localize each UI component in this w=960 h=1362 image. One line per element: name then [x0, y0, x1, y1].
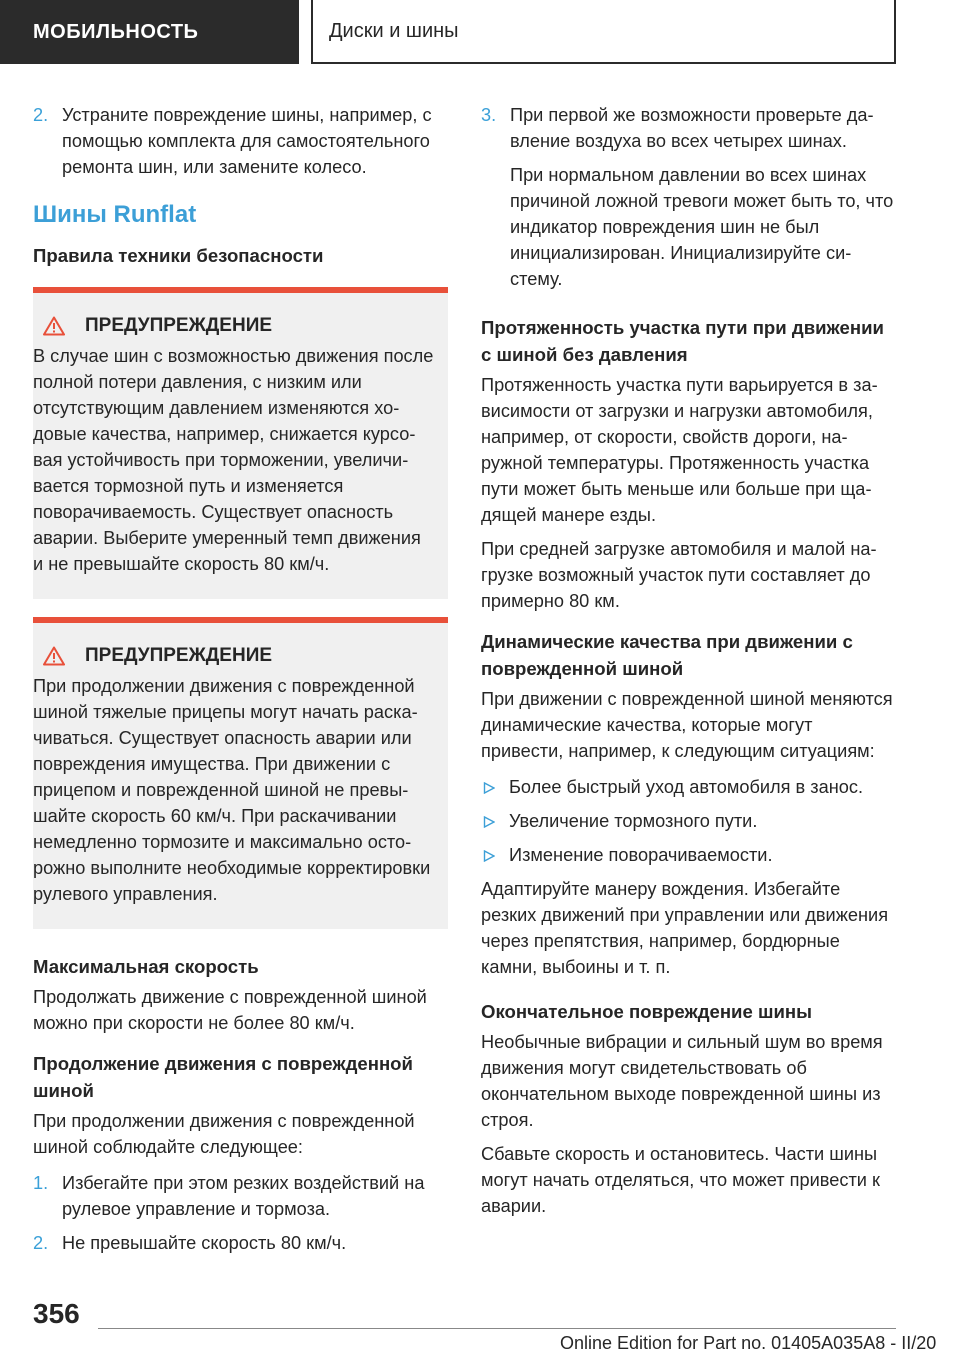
left-column [33, 102, 448, 1256]
header-section: МОБИЛЬНОСТЬ [0, 0, 299, 64]
subsection-heading: Окончательное повреждение шины [481, 1001, 813, 1022]
warning-title: ПРЕДУПРЕЖДЕНИЕ [85, 315, 273, 336]
list-item [33, 1230, 448, 1256]
paragraph: Адаптируйте манеру вождения. Избегайте резких движений при управлении или движения через препятствия, например, бордюрные камни, выбоины и т. п. [481, 879, 889, 977]
warning-triangle-icon [43, 646, 65, 666]
list-item [481, 102, 896, 154]
list-number: 3. [481, 105, 497, 125]
right-column [481, 102, 896, 1219]
list-number: 2. [33, 1233, 49, 1253]
list-text: Устраните повреждение шины, например, с помощью комплекта для самостоятельного ремонта шин, или замените колесо. [62, 105, 432, 177]
list-number: 1. [33, 1173, 49, 1193]
warning-triangle-icon [43, 316, 65, 336]
footer-divider [98, 1328, 896, 1329]
paragraph: Необычные вибрации и сильный шум во время движения могут свидетельствовать об окончательном выходе поврежденной шины из строя. [481, 1032, 883, 1130]
list-number: 2. [33, 105, 49, 125]
footer-edition: Online Edition for Part no. 01405A035A8 - II/20 [560, 1333, 937, 1353]
list-text: Избегайте при этом резких воздействий на рулевое управление и тормоза. [62, 1173, 425, 1219]
paragraph: Продолжать движение с поврежденной шиной можно при скорости не более 80 км/ч. [33, 987, 427, 1033]
subsection-heading: Максимальная скорость [33, 956, 259, 977]
header-chapter: Диски и шины [311, 0, 896, 64]
subsection-heading: Продолжение движения с поврежденной шиной [33, 1053, 413, 1101]
bullet-item [481, 842, 896, 868]
bullet-text: Изменение поворачиваемости. [509, 845, 773, 865]
paragraph: При продолжении движения с поврежденной шиной соблюдайте следующее: [33, 1111, 415, 1157]
paragraph: При движении с поврежденной шиной меняются динамические качества, которые могут привести, например, к следующим ситуациям: [481, 689, 893, 761]
triangle-right-icon [483, 850, 495, 862]
warning-title: ПРЕДУПРЕЖДЕНИЕ [85, 645, 273, 666]
bullet-item [481, 774, 896, 800]
page-number: 356 [33, 1298, 80, 1329]
list-text: При первой же возможности проверьте давление воздуха во всех четырех шинах. [510, 105, 874, 151]
triangle-right-icon [483, 816, 495, 828]
bullet-text: Более быстрый уход автомобиля в занос. [509, 777, 864, 797]
warning-text: В случае шин с возможностью движения после полной потери давления, с низким или отсутствующим давлением изменяются ходовые качества, например, снижается курсовая устойчивость при торможении, увеличивается тормозной путь и изменяется поворачиваемость. Существует опасность аварии. Выберите умеренный темп движения и не превышайте скорость 80 км/ч. [33, 346, 434, 574]
subsection-heading: Динамические качества при движении с поврежденной шиной [481, 631, 853, 679]
list-item [33, 1170, 448, 1222]
paragraph: При средней загрузке автомобиля и малой нагрузке возможный участок пути составляет до примерно 80 км. [481, 539, 877, 611]
subsection-heading: Протяженность участка пути при движении с шиной без давления [481, 317, 884, 365]
list-item [33, 102, 448, 180]
warning-text: При продолжении движения с поврежденной шиной тяжелые прицепы могут начать раскачиваться. Существует опасность аварии или повреждения имущества. При движении с прицепом и поврежденной шиной не превышайте скорость 60 км/ч. При раскачивании немедленно тормозите и максимально осторожно выполните необходимые корректировки рулевого управления. [33, 676, 431, 904]
section-heading: Шины Runflat [33, 201, 197, 228]
subsection-heading: Правила техники безопасности [33, 245, 324, 266]
bullet-item [481, 808, 896, 834]
warning-box [33, 287, 448, 599]
list-text: Не превышайте скорость 80 км/ч. [62, 1233, 347, 1253]
paragraph: Сбавьте скорость и остановитесь. Части шины могут начать отделяться, что может привести к аварии. [481, 1144, 880, 1216]
triangle-right-icon [483, 782, 495, 794]
paragraph: При нормальном давлении во всех шинах причиной ложной тревоги может быть то, что индикатор повреждения шин не был инициализирован. Инициализируйте систему. [510, 165, 894, 289]
bullet-text: Увеличение тормозного пути. [509, 811, 758, 831]
warning-box [33, 617, 448, 929]
paragraph: Протяженность участка пути варьируется в зависимости от загрузки и нагрузки автомобиля, например, от скорости, свойств дороги, наружной температуры. Протяженность участка пути может быть меньше или больше при щадящей манере езды. [481, 375, 878, 525]
